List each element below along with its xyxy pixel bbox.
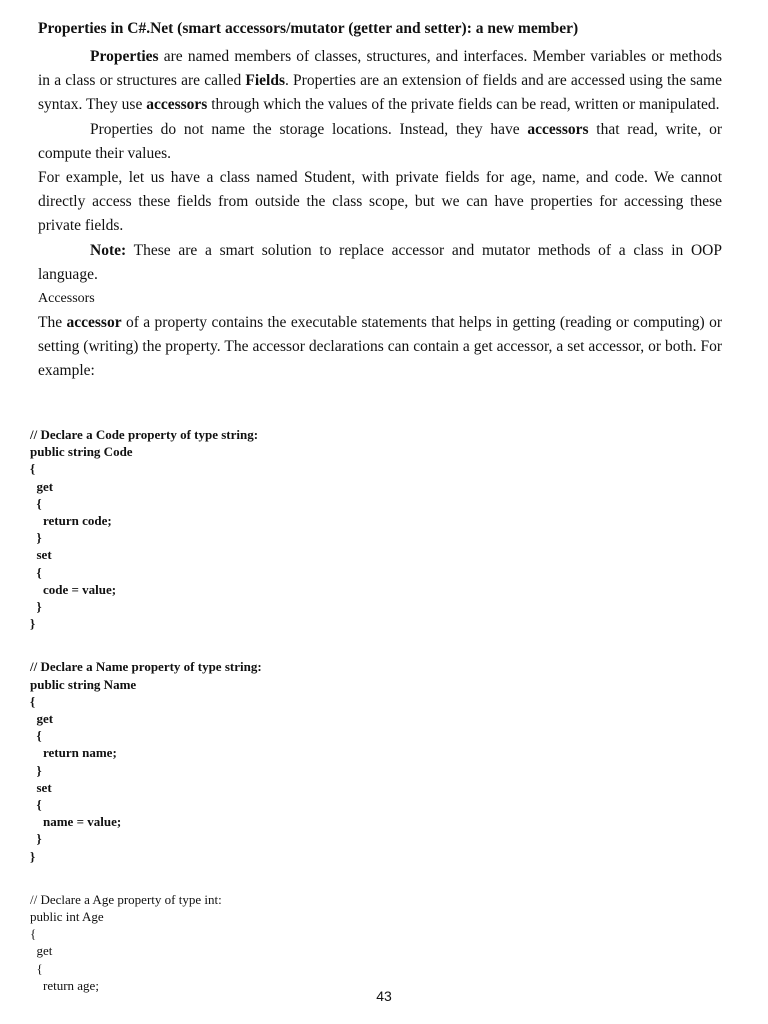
code-block-code-property <box>30 426 730 632</box>
paragraph-text: Properties do not name the storage locations. Instead, they have <box>90 120 528 138</box>
paragraph-text: The <box>38 314 67 332</box>
paragraph-example: For example, let us have a class named Student, with private fields for age, name, and code. We cannot directly access these fields from outside the class scope, but we can have properties for accessing these private fields. <box>38 169 722 235</box>
paragraph-text: through which the values of the private fields can be read, written or manipulated. <box>207 96 720 114</box>
body-text <box>38 45 722 384</box>
code-body: public int Age { get { return age; <box>30 909 104 993</box>
code-block-age-property <box>30 891 730 994</box>
code-examples <box>30 426 730 1020</box>
code-body: public string Name { get { return name; } set { name = value; } } <box>30 676 137 864</box>
code-comment: // Declare a Code property of type string: <box>30 427 259 442</box>
paragraph-storage <box>38 118 722 166</box>
paragraph-text: of a property contains the executable statements that helps in getting (reading or computing) or setting (writing) the property. The accessor declarations can contain a get accessor, a set accessor, or both. For example: <box>38 314 722 380</box>
code-comment: // Declare a Age property of type int: <box>30 891 222 907</box>
code-comment: // Declare a Name property of type string: <box>30 659 262 675</box>
section-heading-accessors: Accessors <box>38 291 95 307</box>
paragraph-note <box>38 239 722 287</box>
bold-term: accessors <box>527 120 589 138</box>
paragraph-accessor <box>38 311 722 384</box>
page-number: 43 <box>376 988 392 1004</box>
code-body: public string Code { get { return code; } set { code = value; } } <box>30 444 133 632</box>
note-label: Note: <box>90 241 127 259</box>
bold-term: Fields <box>245 72 285 90</box>
bold-term: accessors <box>146 96 208 114</box>
bold-term: accessor <box>66 314 122 332</box>
paragraph-text: These are a smart solution to replace accessor and mutator methods of a class in OOP language. <box>38 241 722 283</box>
paragraph-text: that read, write, or compute their values. <box>38 120 722 162</box>
paragraph-text: . Properties are an extension of fields and are accessed using the same syntax. They use <box>38 72 722 114</box>
paragraph-properties-intro <box>38 45 722 118</box>
page-title: Properties in C#.Net (smart accessors/mutator (getter and setter): a new member) <box>38 20 579 37</box>
paragraph-text: are named members of classes, structures, and interfaces. Member variables or methods in a class or structures are called <box>38 48 722 90</box>
code-block-name-property <box>30 658 730 864</box>
bold-term: Properties <box>90 48 159 65</box>
